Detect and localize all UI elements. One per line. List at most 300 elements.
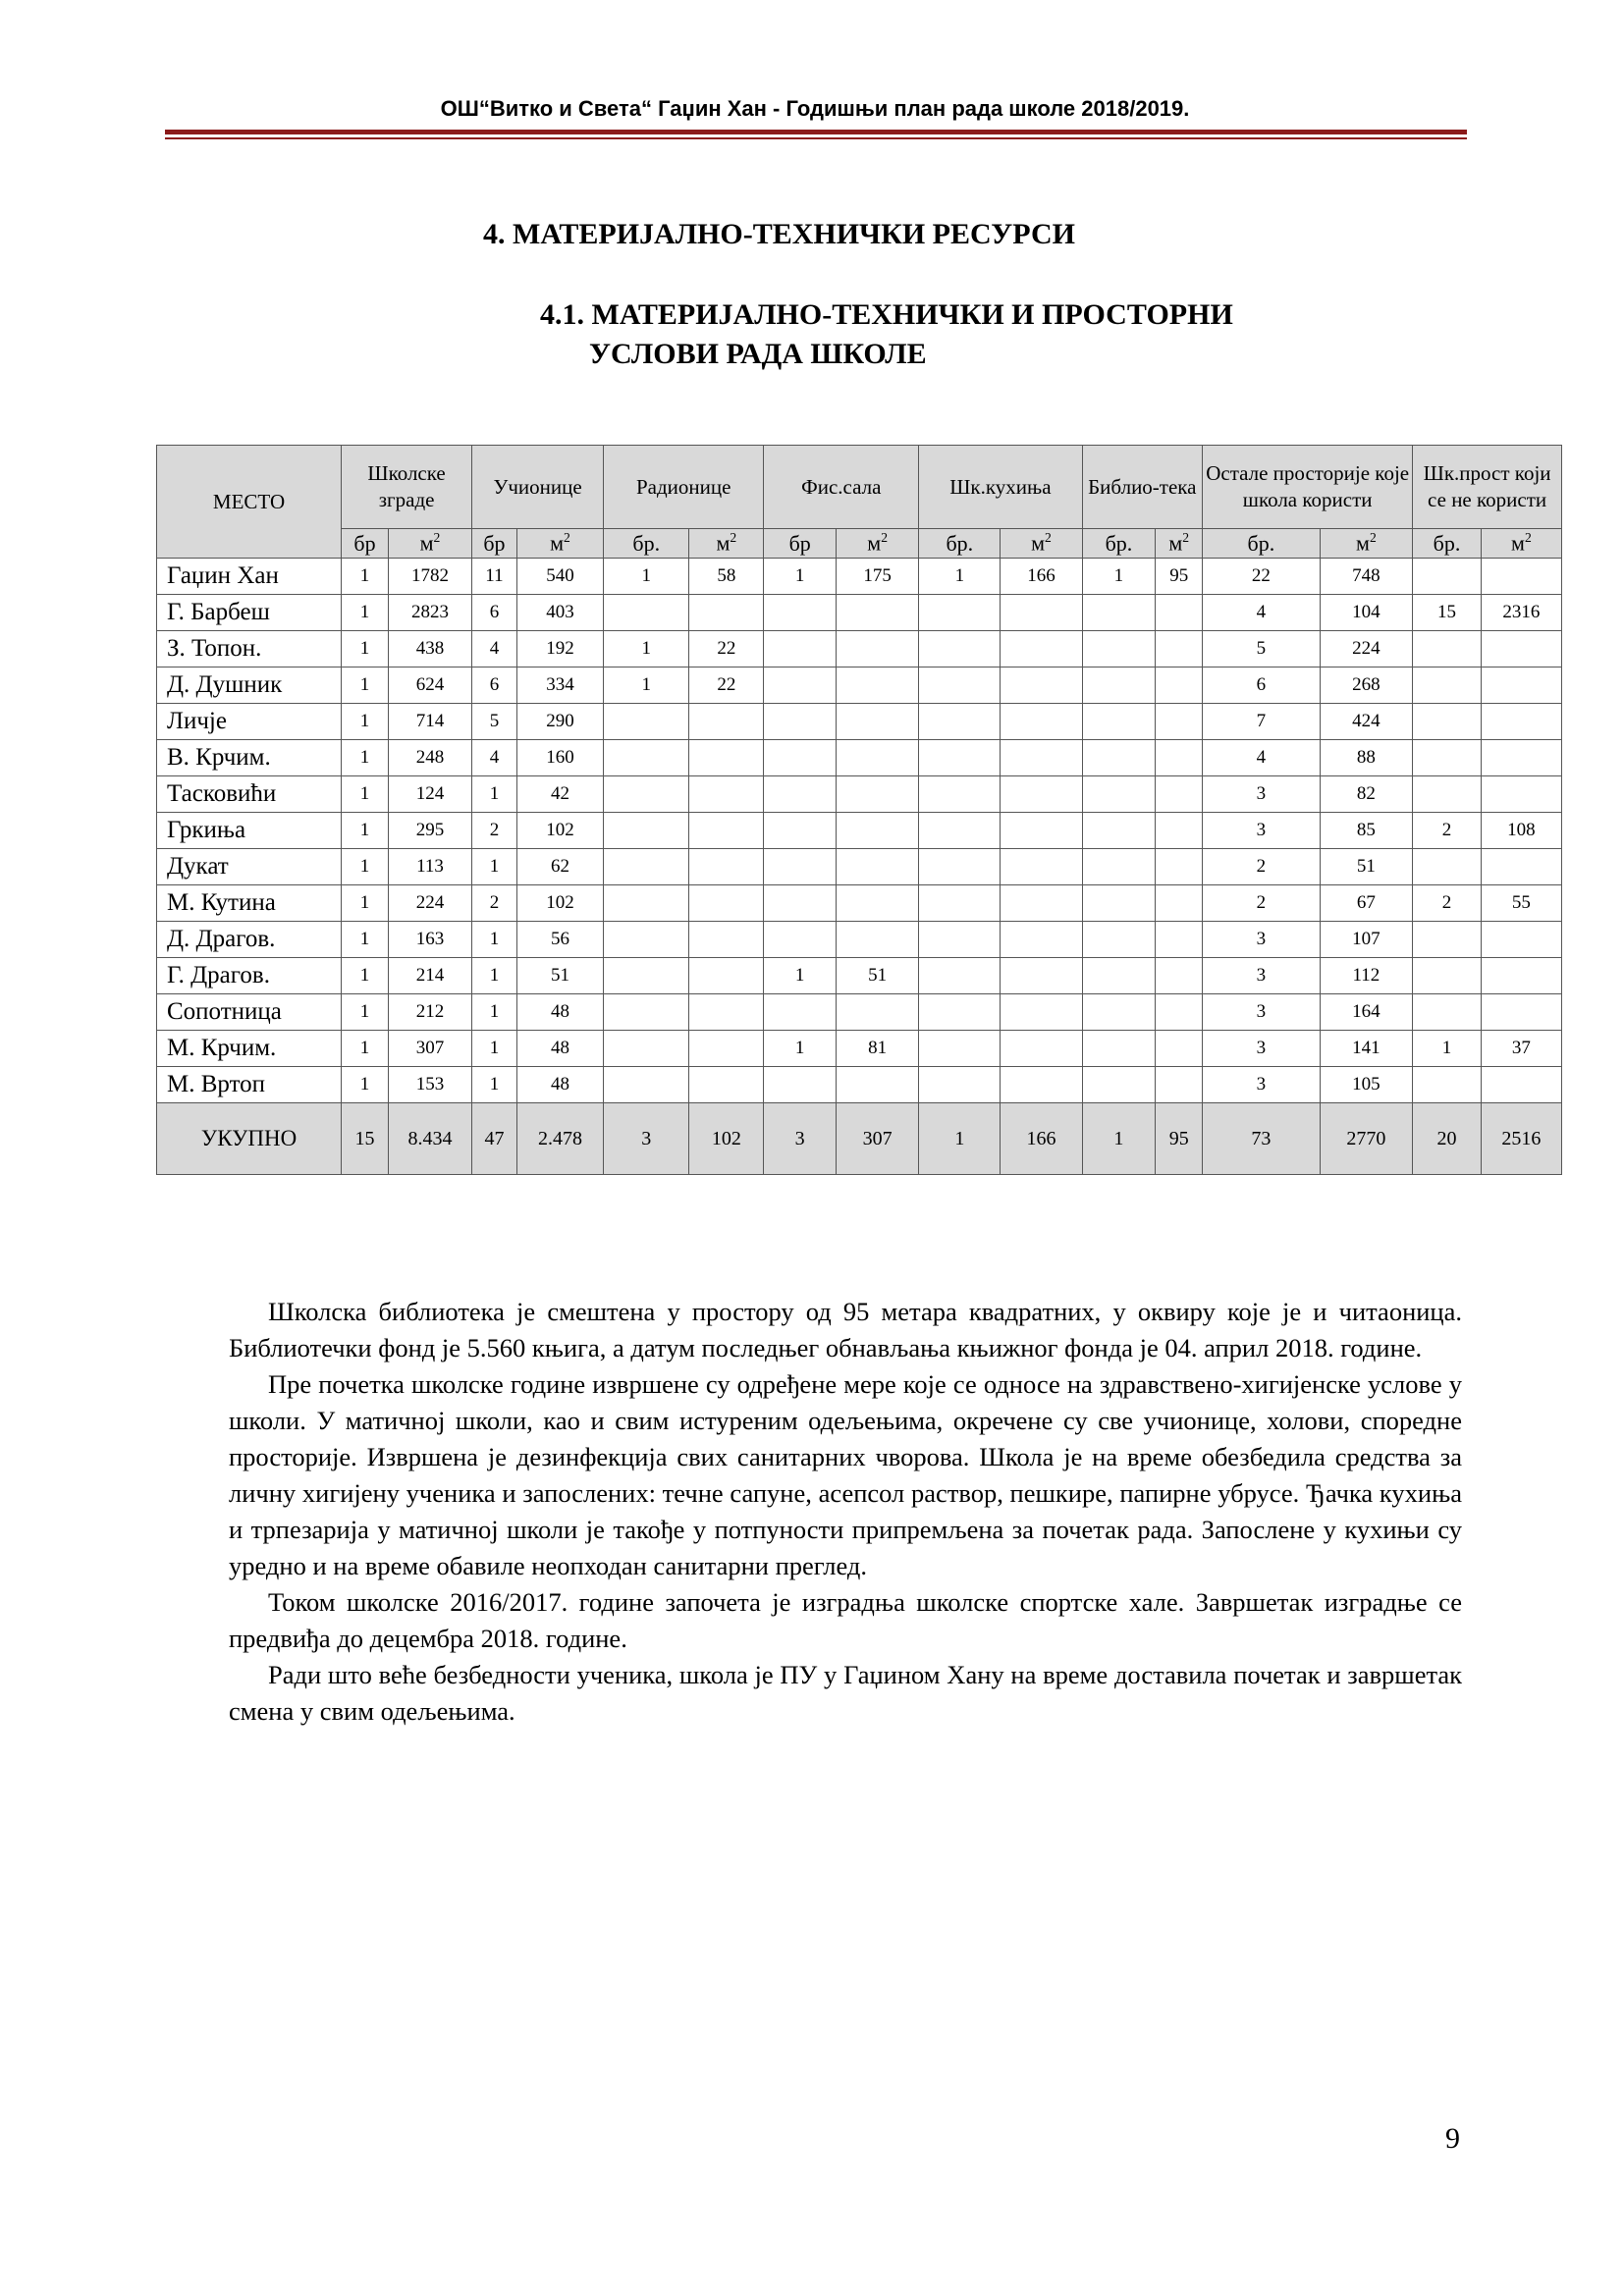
value-cell: 3 [1203, 994, 1321, 1031]
value-cell [1156, 704, 1203, 740]
value-cell: 307 [388, 1031, 471, 1067]
value-cell [837, 595, 919, 631]
value-cell: 1 [1082, 1103, 1156, 1175]
value-cell [604, 704, 689, 740]
value-cell [1082, 631, 1156, 667]
place-cell: Г. Драгов. [157, 958, 342, 994]
table-row [157, 1031, 1562, 1067]
place-cell: УКУПНО [157, 1103, 342, 1175]
value-cell [1082, 958, 1156, 994]
value-cell [1413, 776, 1482, 813]
value-cell: 307 [837, 1103, 919, 1175]
value-cell: 108 [1481, 813, 1561, 849]
value-cell: 48 [516, 994, 603, 1031]
value-cell [1082, 1067, 1156, 1103]
value-cell [837, 994, 919, 1031]
value-cell [604, 958, 689, 994]
value-cell: 1 [472, 776, 517, 813]
value-cell [837, 740, 919, 776]
value-cell: 1 [342, 667, 389, 704]
value-cell [604, 885, 689, 922]
value-cell: 424 [1320, 704, 1413, 740]
value-cell [1001, 813, 1082, 849]
value-cell: 85 [1320, 813, 1413, 849]
table-row [157, 595, 1562, 631]
place-cell: Д. Драгов. [157, 922, 342, 958]
value-cell [689, 813, 764, 849]
subheader-cell: бр. [919, 529, 1001, 559]
value-cell [1001, 1031, 1082, 1067]
value-cell: 1 [342, 704, 389, 740]
value-cell [1481, 849, 1561, 885]
value-cell [1413, 994, 1482, 1031]
value-cell: 1 [604, 667, 689, 704]
value-cell: 1 [472, 994, 517, 1031]
place-cell: В. Крчим. [157, 740, 342, 776]
value-cell [764, 776, 837, 813]
value-cell: 1 [342, 849, 389, 885]
table-header-row [157, 446, 1562, 529]
value-cell [919, 849, 1001, 885]
subheader-cell: $м^2$ [837, 529, 919, 559]
section-title: 4. МАТЕРИЈАЛНО-ТЕХНИЧКИ РЕСУРСИ [483, 218, 1075, 250]
value-cell [837, 922, 919, 958]
value-cell [689, 958, 764, 994]
value-cell [919, 813, 1001, 849]
subheader-cell: бр [342, 529, 389, 559]
value-cell: 160 [516, 740, 603, 776]
value-cell: 6 [472, 595, 517, 631]
value-cell [919, 994, 1001, 1031]
value-cell: 224 [388, 885, 471, 922]
place-cell: Г. Барбеш [157, 595, 342, 631]
table-row [157, 994, 1562, 1031]
value-cell: 624 [388, 667, 471, 704]
value-cell: 102 [689, 1103, 764, 1175]
value-cell: 4 [1203, 595, 1321, 631]
value-cell [1082, 849, 1156, 885]
table-subheader-row [157, 529, 1562, 559]
value-cell: 403 [516, 595, 603, 631]
value-cell: 2 [472, 885, 517, 922]
subheader-cell: $м^2$ [1001, 529, 1082, 559]
table-row [157, 885, 1562, 922]
value-cell: 748 [1320, 559, 1413, 595]
value-cell [689, 704, 764, 740]
value-cell: 88 [1320, 740, 1413, 776]
value-cell [604, 595, 689, 631]
subheader-cell: $м^2$ [1481, 529, 1561, 559]
value-cell: 1 [472, 958, 517, 994]
value-cell [1001, 631, 1082, 667]
value-cell [837, 776, 919, 813]
value-cell: 1 [342, 958, 389, 994]
value-cell: 22 [1203, 559, 1321, 595]
value-cell: 4 [472, 631, 517, 667]
place-cell: Гаџин Хан [157, 559, 342, 595]
value-cell: 3 [1203, 1031, 1321, 1067]
value-cell [837, 704, 919, 740]
page-header: ОШ“Витко и Света“ Гаџин Хан - Годишњи план рада школе 2018/2019. [440, 96, 1190, 121]
value-cell: 224 [1320, 631, 1413, 667]
value-cell [1001, 994, 1082, 1031]
value-cell: 6 [1203, 667, 1321, 704]
value-cell [919, 885, 1001, 922]
value-cell: 15 [342, 1103, 389, 1175]
value-cell [1001, 704, 1082, 740]
value-cell: 1 [764, 559, 837, 595]
subsection-title [540, 295, 1233, 374]
value-cell: 7 [1203, 704, 1321, 740]
place-cell: Д. Душник [157, 667, 342, 704]
value-cell: 438 [388, 631, 471, 667]
value-cell [919, 631, 1001, 667]
group-header: Фис.сала [764, 446, 919, 529]
value-cell [1156, 885, 1203, 922]
value-cell: 113 [388, 849, 471, 885]
header-rule [165, 130, 1467, 134]
value-cell: 153 [388, 1067, 471, 1103]
value-cell [1413, 704, 1482, 740]
value-cell [1156, 667, 1203, 704]
value-cell [1413, 559, 1482, 595]
value-cell [1082, 776, 1156, 813]
value-cell: 248 [388, 740, 471, 776]
value-cell [1481, 1067, 1561, 1103]
value-cell [1413, 922, 1482, 958]
value-cell: 2.478 [516, 1103, 603, 1175]
value-cell [1001, 885, 1082, 922]
value-cell: 192 [516, 631, 603, 667]
group-header: Остале просторије које школа користи [1203, 446, 1413, 529]
table-row [157, 958, 1562, 994]
value-cell: 8.434 [388, 1103, 471, 1175]
value-cell [689, 994, 764, 1031]
value-cell: 5 [472, 704, 517, 740]
value-cell [1082, 922, 1156, 958]
value-cell: 1 [342, 813, 389, 849]
value-cell: 212 [388, 994, 471, 1031]
value-cell [1001, 922, 1082, 958]
table-row [157, 922, 1562, 958]
value-cell [689, 776, 764, 813]
table-row [157, 631, 1562, 667]
value-cell [604, 849, 689, 885]
value-cell: 175 [837, 559, 919, 595]
value-cell [919, 740, 1001, 776]
value-cell [604, 994, 689, 1031]
value-cell: 334 [516, 667, 603, 704]
value-cell: 1 [604, 631, 689, 667]
subheader-cell: $м^2$ [1156, 529, 1203, 559]
value-cell [764, 704, 837, 740]
subheader-cell: бр. [604, 529, 689, 559]
value-cell [919, 667, 1001, 704]
value-cell [919, 1067, 1001, 1103]
value-cell: 1 [342, 1031, 389, 1067]
value-cell: 141 [1320, 1031, 1413, 1067]
value-cell [764, 631, 837, 667]
value-cell: 105 [1320, 1067, 1413, 1103]
value-cell: 1 [472, 1067, 517, 1103]
group-header: Шк.прост који се не користи [1413, 446, 1562, 529]
value-cell [764, 885, 837, 922]
subheader-cell: бр. [1413, 529, 1482, 559]
value-cell [1156, 740, 1203, 776]
value-cell: 1 [342, 559, 389, 595]
value-cell [837, 631, 919, 667]
subheader-cell: $м^2$ [1320, 529, 1413, 559]
value-cell: 295 [388, 813, 471, 849]
subheader-cell: $м^2$ [388, 529, 471, 559]
value-cell: 1 [342, 922, 389, 958]
value-cell [919, 1031, 1001, 1067]
value-cell: 95 [1156, 1103, 1203, 1175]
value-cell [764, 667, 837, 704]
value-cell [1001, 740, 1082, 776]
value-cell: 2 [1203, 849, 1321, 885]
value-cell [764, 922, 837, 958]
value-cell [689, 849, 764, 885]
value-cell: 20 [1413, 1103, 1482, 1175]
value-cell: 102 [516, 813, 603, 849]
value-cell [1001, 667, 1082, 704]
value-cell: 1 [342, 776, 389, 813]
value-cell: 48 [516, 1031, 603, 1067]
value-cell [837, 667, 919, 704]
value-cell: 62 [516, 849, 603, 885]
value-cell [919, 958, 1001, 994]
value-cell [837, 849, 919, 885]
value-cell [604, 1031, 689, 1067]
value-cell: 3 [764, 1103, 837, 1175]
value-cell: 124 [388, 776, 471, 813]
value-cell: 2 [1413, 813, 1482, 849]
value-cell: 166 [1001, 1103, 1082, 1175]
value-cell: 166 [1001, 559, 1082, 595]
value-cell [1481, 922, 1561, 958]
value-cell: 214 [388, 958, 471, 994]
value-cell [689, 595, 764, 631]
place-cell: М. Кутина [157, 885, 342, 922]
value-cell [604, 740, 689, 776]
value-cell [604, 1067, 689, 1103]
value-cell: 95 [1156, 559, 1203, 595]
subheader-cell: $м^2$ [689, 529, 764, 559]
value-cell [764, 994, 837, 1031]
value-cell: 5 [1203, 631, 1321, 667]
value-cell: 58 [689, 559, 764, 595]
value-cell [604, 813, 689, 849]
body-text [229, 1294, 1462, 1730]
value-cell: 15 [1413, 595, 1482, 631]
value-cell [1156, 1031, 1203, 1067]
value-cell [919, 776, 1001, 813]
value-cell: 2 [1413, 885, 1482, 922]
value-cell [1156, 849, 1203, 885]
place-cell: М. Вртоп [157, 1067, 342, 1103]
value-cell [1156, 958, 1203, 994]
value-cell: 1 [919, 1103, 1001, 1175]
place-cell: Личје [157, 704, 342, 740]
value-cell [1481, 958, 1561, 994]
value-cell [689, 740, 764, 776]
value-cell: 1 [1413, 1031, 1482, 1067]
value-cell: 51 [1320, 849, 1413, 885]
value-cell: 107 [1320, 922, 1413, 958]
value-cell: 6 [472, 667, 517, 704]
value-cell: 82 [1320, 776, 1413, 813]
place-cell: Дукат [157, 849, 342, 885]
value-cell [919, 595, 1001, 631]
value-cell: 2770 [1320, 1103, 1413, 1175]
value-cell [689, 1067, 764, 1103]
value-cell [689, 922, 764, 958]
value-cell [1413, 631, 1482, 667]
subheader-cell: бр [472, 529, 517, 559]
column-header-mesto: МЕСТО [157, 446, 342, 559]
table-row [157, 813, 1562, 849]
place-cell: М. Крчим. [157, 1031, 342, 1067]
value-cell [764, 813, 837, 849]
subheader-cell: бр. [1203, 529, 1321, 559]
place-cell: З. Топон. [157, 631, 342, 667]
value-cell [1082, 994, 1156, 1031]
value-cell: 1 [604, 559, 689, 595]
value-cell [1082, 885, 1156, 922]
value-cell [1082, 740, 1156, 776]
value-cell [1082, 595, 1156, 631]
value-cell: 55 [1481, 885, 1561, 922]
place-cell: Сопотница [157, 994, 342, 1031]
subsection-title-line1: 4.1. МАТЕРИЈАЛНО-ТЕХНИЧКИ И ПРОСТОРНИ [540, 298, 1233, 331]
value-cell [689, 1031, 764, 1067]
value-cell [919, 704, 1001, 740]
value-cell: 2 [1203, 885, 1321, 922]
value-cell: 3 [1203, 776, 1321, 813]
value-cell: 4 [1203, 740, 1321, 776]
value-cell [1481, 776, 1561, 813]
value-cell [1001, 1067, 1082, 1103]
value-cell: 48 [516, 1067, 603, 1103]
value-cell [1001, 776, 1082, 813]
paragraph: Ради што веће безбедности ученика, школа је ПУ у Гаџином Хану на време доставила почетак и завршетак смена у свим одељењима. [229, 1660, 1462, 1726]
value-cell: 102 [516, 885, 603, 922]
group-header: Школске зграде [342, 446, 472, 529]
value-cell: 47 [472, 1103, 517, 1175]
value-cell [1082, 667, 1156, 704]
value-cell: 290 [516, 704, 603, 740]
value-cell [1082, 1031, 1156, 1067]
value-cell: 1 [919, 559, 1001, 595]
table-row [157, 776, 1562, 813]
value-cell: 1 [342, 740, 389, 776]
value-cell: 3 [1203, 1067, 1321, 1103]
value-cell [1481, 631, 1561, 667]
resources-table [156, 445, 1562, 1175]
value-cell [1413, 1067, 1482, 1103]
value-cell [764, 1067, 837, 1103]
value-cell: 1782 [388, 559, 471, 595]
value-cell [764, 849, 837, 885]
value-cell: 714 [388, 704, 471, 740]
value-cell [1481, 667, 1561, 704]
page-number: 9 [1445, 2122, 1460, 2155]
value-cell [1082, 704, 1156, 740]
value-cell: 3 [1203, 922, 1321, 958]
value-cell [1413, 740, 1482, 776]
value-cell [1413, 849, 1482, 885]
value-cell [1156, 776, 1203, 813]
value-cell [1156, 595, 1203, 631]
paragraph: Током школске 2016/2017. године започета је изградња школске спортске хале. Завршетак изградње се предвиђа до децембра 2018. године. [229, 1587, 1462, 1653]
value-cell [604, 922, 689, 958]
value-cell [1481, 704, 1561, 740]
group-header: Радионице [604, 446, 764, 529]
value-cell: 3 [1203, 813, 1321, 849]
value-cell: 163 [388, 922, 471, 958]
value-cell: 1 [764, 958, 837, 994]
value-cell [837, 813, 919, 849]
value-cell: 67 [1320, 885, 1413, 922]
table-row [157, 1067, 1562, 1103]
value-cell [1481, 740, 1561, 776]
value-cell [919, 922, 1001, 958]
value-cell: 3 [604, 1103, 689, 1175]
value-cell: 1 [342, 1067, 389, 1103]
value-cell: 81 [837, 1031, 919, 1067]
value-cell: 1 [1082, 559, 1156, 595]
value-cell [837, 1067, 919, 1103]
value-cell: 540 [516, 559, 603, 595]
value-cell: 1 [342, 595, 389, 631]
value-cell: 56 [516, 922, 603, 958]
value-cell: 2823 [388, 595, 471, 631]
value-cell: 22 [689, 667, 764, 704]
value-cell: 3 [1203, 958, 1321, 994]
value-cell [1082, 813, 1156, 849]
value-cell: 73 [1203, 1103, 1321, 1175]
value-cell: 42 [516, 776, 603, 813]
value-cell [837, 885, 919, 922]
value-cell [1481, 559, 1561, 595]
table-row [157, 704, 1562, 740]
value-cell: 51 [516, 958, 603, 994]
value-cell: 37 [1481, 1031, 1561, 1067]
value-cell [1413, 958, 1482, 994]
table-total-row [157, 1103, 1562, 1175]
value-cell: 1 [342, 631, 389, 667]
group-header: Библио-тека [1082, 446, 1203, 529]
value-cell [604, 776, 689, 813]
value-cell: 1 [342, 994, 389, 1031]
table-row [157, 559, 1562, 595]
value-cell: 1 [764, 1031, 837, 1067]
value-cell: 11 [472, 559, 517, 595]
table-row [157, 740, 1562, 776]
subsection-title-line2: УСЛОВИ РАДА ШКОЛЕ [589, 338, 927, 370]
value-cell [1481, 994, 1561, 1031]
place-cell: Тасковићи [157, 776, 342, 813]
value-cell [1156, 631, 1203, 667]
value-cell [764, 595, 837, 631]
value-cell: 112 [1320, 958, 1413, 994]
paragraph: Школска библиотека је смештена у простору од 95 метара квадратних, у оквиру које је и читаоница. Библиотечки фонд је 5.560 књига, а датум последњег обнављања књижног фонда је 04. април 2018. године. [229, 1297, 1462, 1362]
value-cell [1156, 1067, 1203, 1103]
value-cell: 1 [472, 922, 517, 958]
table-row [157, 849, 1562, 885]
value-cell [764, 740, 837, 776]
